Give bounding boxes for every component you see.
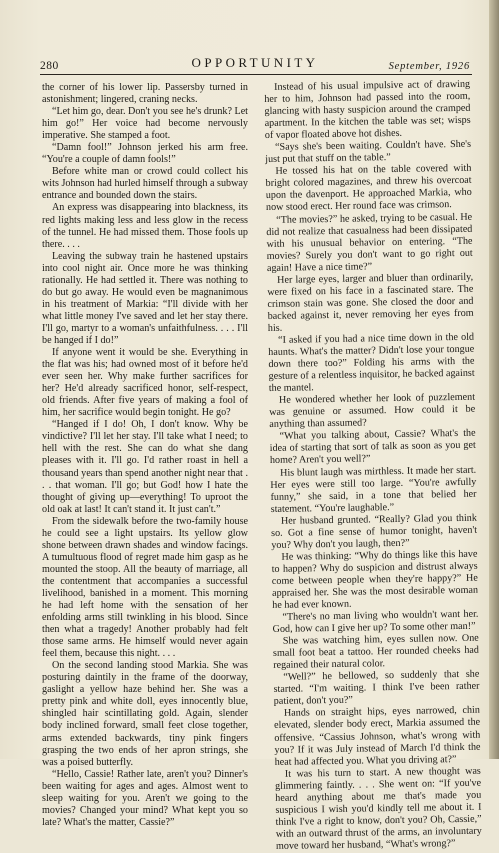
paragraph: It was his turn to start. A new thought was glimmering faintly. . . . She went on: “If you've heard anything about me that's made you suspicious I wish you'd kindly tell me about it. I think I've a right to know, don't you? Oh, Cassie,” with an outward thrust of the arms, an involuntary move toward her husband, “What's wrong?” (274, 765, 482, 852)
paragraph: He was thinking: “Why do things like this have to happen? Why do suspicion and distrust always come between people when they're happy?” He appraised her. She was the most desirable woman he had ever known. (271, 548, 479, 611)
paragraph: He wondered whether her look of puzzlement was genuine or assumed. How could it be anything than assumed? (269, 391, 476, 431)
paragraph: She was watching him, eyes sullen now. One small foot beat a tattoo. Her rounded cheeks had regained their natural color. (272, 632, 480, 672)
paragraph: “Hanged if I do! Oh, I don't know. Why be vindictive? I'll let her stay. I'll take what I need; to hell with the rest. She can do what she dang pleases with it. I'll go. I'd rather roast in hell a thousand years than spend another night near that . . . that woman. I'll go; but God! how I hate the thought of giving up—everything! To uproot the old oak at last! It can't stand it. It just can't.” (42, 419, 248, 515)
paragraph: the corner of his lower lip. Passersby turned in astonishment; lingered, craning necks. (42, 82, 248, 106)
paragraph: “Well?” he bellowed, so suddenly that she started. “I'm waiting. I think I've been rather patient, don't you?” (273, 668, 480, 708)
page-edge (489, 0, 499, 759)
paragraph: “Says she's been waiting. Couldn't have. She's just put that stuff on the table.” (265, 138, 472, 166)
paragraph: “Let him go, dear. Don't you see he's drunk? Let him go!” Her voice had become nervously imperative. She stamped a foot. (42, 106, 248, 142)
running-header (40, 52, 470, 72)
left-column (42, 82, 248, 828)
paragraph: From the sidewalk before the two-family house he could see a light upstairs. Its yellow glow shone between drawn shades and window facings. A tumultuous flood of regret made him gasp as he mounted the stoop. All the beauty of marriage, all the contentment that accompanies a successful livelihood, banished in a moment. This morning he had left home with the sensation of her enfolding arms still twinkling in his blood. Since then what a tragedy! Another probably had felt those same arms. He himself would never again feel them, because this night. . . . (42, 515, 248, 660)
paragraph: “What you talking about, Cassie? What's the idea of starting that sort of talk as soon as you get home? Aren't you well?” (269, 428, 476, 467)
paragraph: If anyone went it would be she. Everything in the flat was his; had owned most of it before he'd ever seen her. Why make further sacrifices for her? He'd already sacrificed honor, self-respect, old friends. After five years of making a fool of him, her sacrifice would begin tonight. He go? (42, 347, 248, 419)
paragraph: “The movies?” he asked, trying to be casual. He did not realize that casualness had been dissipated with his unusual behavior on entering. “The movies? Surely you don't want to go right out again! Have a nice time?” (266, 211, 473, 274)
issue-date: September, 1926 (388, 61, 470, 72)
paragraph: He tossed his hat on the table covered with bright colored magazines, and threw his overcoat upon the davenport. He approached Markia, who now stood erect. Her round face was crimson. (265, 163, 472, 214)
paragraph: Before white man or crowd could collect his wits Johnson had hurled himself through a subway entrance and bounded down the stairs. (42, 166, 248, 202)
paragraph: An express was disappearing into blackness, its red lights making less and less glow in the recess of the tunnel. He had missed them. Those fools up there. . . . (42, 202, 248, 250)
paragraph: Leaving the subway train he hastened upstairs into cool night air. Once more he was thinking rationally. He had settled it. There was nothing to do but go away. He would even be magnanimous in his treatment of Markia: “I'll divide with her what little money I've saved and let her stay there. I'll go, martyr to a woman's unfaithfulness. . . . I'll be hanged if I do!” (42, 250, 248, 346)
paragraph: “Damn fool!” Johnson jerked his arm free. “You're a couple of damn fools!” (42, 142, 248, 166)
right-column (264, 78, 482, 852)
magazine-title: OPPORTUNITY (191, 55, 319, 70)
paragraph: Her large eyes, larger and bluer than ordinarily, were fixed on his face in a fascinated stare. The crimson stain was gone. She closed the door and backed against it, never removing her eyes from his. (267, 271, 474, 334)
paragraph: His blunt laugh was mirthless. It made her start. Her eyes were still too large. “You're awfully funny,” she said, in a tone that belied her statement. “You're laughable.” (270, 464, 477, 515)
header-rule (40, 74, 472, 75)
paragraph: Hands on straight hips, eyes narrowed, chin elevated, slender body erect, Markia assumed the offensive. “Cassius Johnson, what's wrong with you? If it was July instead of March I'd think the heat had affected you. What you driving at?” (274, 705, 481, 768)
paragraph: “There's no man living who wouldn't want her. God, how can I give her up? To some other man!” (272, 608, 479, 636)
paragraph: “Hello, Cassie! Rather late, aren't you? Dinner's been waiting for ages and ages. Almost went to sleep waiting for you. Aren't we going to the movies? Changed your mind? What kept you so late? What's the matter, Cassie?” (42, 768, 248, 828)
paragraph: On the second landing stood Markia. She was posturing daintily in the frame of the doorway, gaslight a yellow haze behind her. She was a pretty pink and white doll, eyes innocently blue, shingled hair scintillating gold. Again, slender body inclined forward, small feet close together, arms extended backwards, tiny pink fingers grasping the two ends of her apron strings, she was a poised butterfly. (42, 660, 248, 768)
page-number: 280 (40, 60, 59, 72)
paragraph: Instead of his usual impulsive act of drawing her to him, Johnson had passed into the room, glancing with hasty suspicion around the cramped apartment. In the kitchen the table was set; wisps of vapor floated above hot dishes. (264, 78, 471, 142)
paragraph: Her husband grunted. “Really? Glad you think so. Got a fine sense of humor tonight, haven't you? Why don't you laugh, then?” (271, 512, 478, 551)
paragraph: “I asked if you had a nice time down in the old haunts. What's the matter? Didn't lose your tongue down there too?” Folding his arms with the gesture of a relentless inquisitor, he backed against the mantel. (268, 331, 475, 395)
